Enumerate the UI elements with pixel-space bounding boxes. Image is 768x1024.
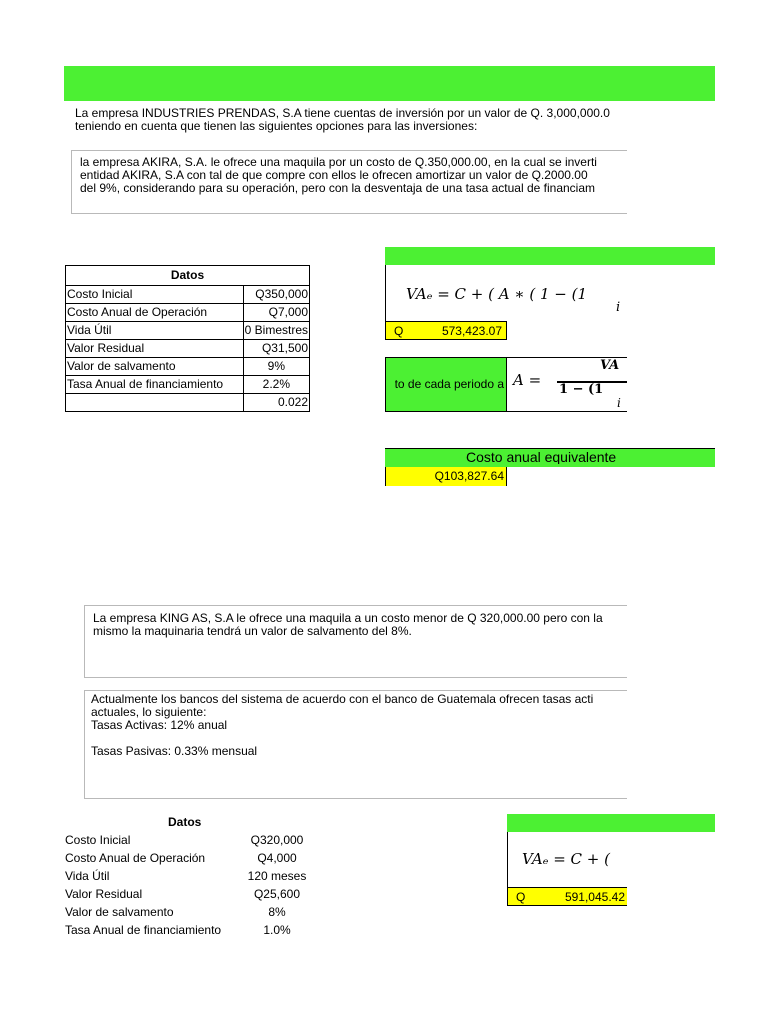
cae-title-bar <box>385 448 715 467</box>
data-table-2 <box>64 831 308 939</box>
intro-text <box>75 107 628 133</box>
table1-label: Costo Inicial <box>66 286 244 304</box>
option1-textbox <box>71 150 627 214</box>
table1-value: Q350,000 <box>243 286 309 304</box>
table1-value: 9% <box>243 358 309 376</box>
table1-label: Valor Residual <box>66 340 244 358</box>
cae-title: Costo anual equivalente <box>466 451 617 464</box>
table2-label: Valor de salvamento <box>65 905 174 919</box>
table1-value: Q7,000 <box>243 304 309 322</box>
calc2-result: 591,045.42 <box>564 890 625 904</box>
banks-line-2: actuales, lo siguiente: <box>91 706 207 719</box>
banks-line-4: Tasas Pasivas: 0.33% mensual <box>91 745 258 758</box>
va-formula-denominator: i <box>616 300 621 315</box>
intro-line-1: La empresa INDUSTRIES PRENDAS, S.A tiene cuentas de inversión por un valor de Q. 3,000,000.0 <box>75 107 610 120</box>
banks-line-3: Tasas Activas: 12% anual <box>91 719 228 732</box>
cost-label: to de cada periodo a <box>394 378 504 391</box>
cost-label-cell <box>385 357 507 412</box>
calc2-formula-box <box>507 832 627 887</box>
table1-header: Datos <box>66 266 310 286</box>
table2-label: Costo Anual de Operación <box>65 851 206 865</box>
table2-value: Q4,000 <box>257 851 297 865</box>
a-formula-denominator-i: i <box>617 396 621 410</box>
table2-value: 8% <box>268 905 286 919</box>
calc1-currency: Q <box>394 324 404 338</box>
banks-line-1: Actualmente los bancos del sistema de acuerdo con el banco de Guatemala ofrecen tasas acti <box>91 693 594 706</box>
va-formula-2: VAₑ = C + ( <box>522 850 610 868</box>
table1-value: 0.022 <box>243 394 309 412</box>
table1-value: 0 Bimestres <box>243 322 309 340</box>
table1-label <box>66 394 244 412</box>
table1-label: Vida Útil <box>66 322 244 340</box>
banks-spacer <box>91 732 627 745</box>
va-formula: VAₑ = C + ( A ∗ ( 1 − (1 <box>406 285 587 303</box>
table1-value: 2.2% <box>243 376 309 394</box>
option1-line-2: entidad AKIRA, S.A con tal de que compre con ellos le ofrecen amortizar un valor de Q.2000.00 <box>80 169 588 182</box>
calc2-currency: Q <box>516 890 526 904</box>
option2-textbox <box>84 605 627 678</box>
option1-line-3: del 9%, considerando para su operación, pero con la desventaja de una tasa actual de financiam <box>80 182 596 195</box>
banks-textbox <box>84 690 627 799</box>
intro-line-2: teniendo en cuenta que tienen las siguientes opciones para las inversiones: <box>75 119 478 133</box>
calc1-green-bar <box>385 247 715 265</box>
table1-value: Q31,500 <box>243 340 309 358</box>
a-formula-box <box>507 357 627 412</box>
table1-label: Tasa Anual de financiamiento <box>66 376 244 394</box>
a-formula-numerator: VA <box>600 358 620 373</box>
calc1-result-row <box>385 321 507 340</box>
table2-label: Vida Útil <box>65 869 110 883</box>
table2-value: Q25,600 <box>253 887 301 901</box>
option2-line-2: mismo la maquinaria tendrá un valor de salvamento del 8%. <box>93 625 412 638</box>
calc1-formula-box <box>385 265 627 321</box>
calc2-green-bar <box>507 814 715 832</box>
table1-label: Costo Anual de Operación <box>66 304 244 322</box>
header-band <box>64 66 715 101</box>
cae-value: Q103,827.64 <box>434 469 504 483</box>
table2-value: Q320,000 <box>250 833 304 847</box>
table2-label: Valor Residual <box>65 887 143 901</box>
option1-line-1: la empresa AKIRA, S.A. le ofrece una maquila por un costo de Q.350,000.00, en la cual se inverti <box>80 156 597 169</box>
data-table-1 <box>65 265 310 412</box>
option2-line-1: La empresa KING AS, S.A le ofrece una maquila a un costo menor de Q 320,000.00 pero con la <box>93 612 603 625</box>
calc2-result-row <box>507 887 627 906</box>
a-formula-left: A = <box>513 371 542 389</box>
cae-value-cell <box>385 467 507 486</box>
a-formula-denominator: 1 − (1 <box>559 382 604 397</box>
calc1-result: 573,423.07 <box>441 324 502 338</box>
table2-value: 120 meses <box>247 869 307 883</box>
table2-label: Tasa Anual de financiamiento <box>65 923 222 937</box>
table1-label: Valor de salvamento <box>66 358 244 376</box>
table2-value: 1.0% <box>263 923 291 937</box>
table2-label: Costo Inicial <box>65 833 131 847</box>
table2-header: Datos <box>168 815 202 829</box>
